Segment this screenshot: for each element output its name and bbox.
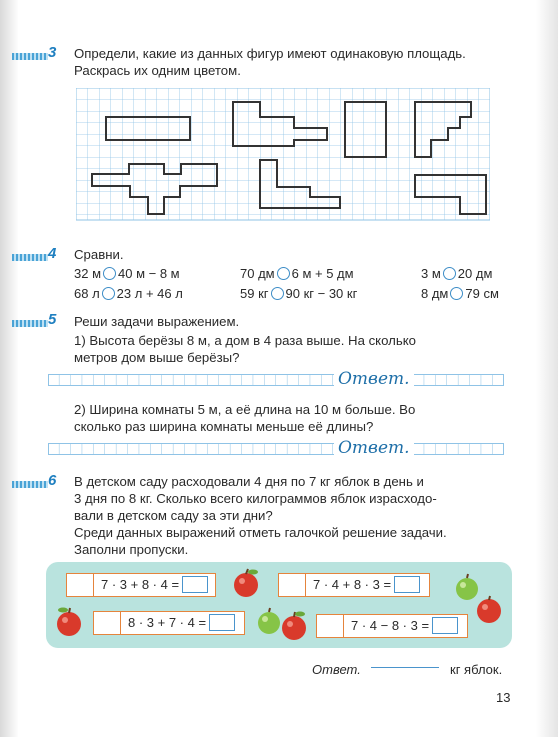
expression-option-4[interactable] bbox=[316, 614, 468, 638]
compare-circle[interactable] bbox=[450, 287, 463, 300]
compare-item: 8 дм 79 см bbox=[421, 286, 499, 301]
answer-blank[interactable] bbox=[182, 576, 208, 593]
task5-problem2-line2: сколько раз ширина комнаты меньше её длины? bbox=[74, 419, 374, 434]
task-number-6: 6 bbox=[48, 472, 57, 489]
task-number-5: 5 bbox=[48, 311, 57, 328]
page-edge-right bbox=[536, 0, 558, 737]
answer-blank[interactable] bbox=[432, 617, 458, 634]
compare-circle[interactable] bbox=[102, 287, 115, 300]
answer-cells-strip[interactable] bbox=[48, 443, 504, 455]
expression-option-2[interactable] bbox=[278, 573, 430, 597]
checkmark-cell[interactable] bbox=[94, 612, 121, 634]
compare-circle[interactable] bbox=[277, 267, 290, 280]
expression-option-1[interactable] bbox=[66, 573, 216, 597]
compare-item: 68 л 23 л + 46 л bbox=[74, 286, 183, 301]
expression-text: 7 · 3 + 8 · 4 = bbox=[101, 577, 180, 592]
compare-item: 3 м 20 дм bbox=[421, 266, 493, 281]
expression-text: 7 · 4 + 8 · 3 = bbox=[313, 577, 392, 592]
task5-problem2-line1: 2) Ширина комнаты 5 м, а её длина на 10 м больше. Во bbox=[74, 402, 416, 417]
expression-option-3[interactable] bbox=[93, 611, 245, 635]
shapes-grid bbox=[76, 88, 490, 227]
checkmark-cell[interactable] bbox=[317, 615, 344, 637]
answer-blank[interactable] bbox=[394, 576, 420, 593]
task-number-3: 3 bbox=[48, 44, 57, 61]
checkmark-cell[interactable] bbox=[279, 574, 306, 596]
page-edge-shadow bbox=[0, 0, 18, 737]
answer-cells-strip[interactable] bbox=[48, 374, 504, 386]
compare-item: 32 м 40 м − 8 м bbox=[74, 266, 180, 281]
task6-text-line: В детском саду расходовали 4 дня по 7 кг яблок в день и bbox=[74, 474, 424, 489]
task4-title: Сравни. bbox=[74, 247, 124, 262]
compare-item: 70 дм 6 м + 5 дм bbox=[240, 266, 354, 281]
compare-circle[interactable] bbox=[271, 287, 284, 300]
expression-text: 7 · 4 − 8 · 3 = bbox=[351, 618, 430, 633]
task5-problem1-line2: метров дом выше берёзы? bbox=[74, 350, 240, 365]
apple-red-icon bbox=[54, 606, 86, 638]
compare-item: 59 кг 90 кг − 30 кг bbox=[240, 286, 358, 301]
answer-label: Ответ. bbox=[334, 369, 414, 389]
task-marker-bar bbox=[12, 481, 48, 488]
task-marker-bar bbox=[12, 254, 48, 261]
answer-blank[interactable] bbox=[209, 614, 235, 631]
final-answer-label: Ответ. bbox=[312, 662, 361, 677]
final-answer-unit: кг яблок. bbox=[450, 662, 503, 677]
task6-text-line: 3 дня по 8 кг. Сколько всего килограммов яблок израсходо- bbox=[74, 491, 437, 506]
apple-red-icon bbox=[474, 594, 506, 626]
task3-text-line1: Определи, какие из данных фигур имеют одинаковую площадь. bbox=[74, 46, 466, 61]
apple-red-icon bbox=[279, 610, 311, 642]
checkmark-cell[interactable] bbox=[67, 574, 94, 596]
task-number-4: 4 bbox=[48, 245, 57, 262]
task-marker-bar bbox=[12, 53, 48, 60]
compare-circle[interactable] bbox=[103, 267, 116, 280]
task5-problem1-line1: 1) Высота берёзы 8 м, а дом в 4 раза выше. На сколько bbox=[74, 333, 416, 348]
task6-text-line: Среди данных выражений отметь галочкой решение задачи. bbox=[74, 525, 447, 540]
task5-title: Реши задачи выражением. bbox=[74, 314, 240, 329]
task-marker-bar bbox=[12, 320, 48, 327]
answer-label: Ответ. bbox=[334, 438, 414, 458]
page-number: 13 bbox=[496, 690, 511, 705]
task6-text-line: вали в детском саду за эти дни? bbox=[74, 508, 273, 523]
expression-text: 8 · 3 + 7 · 4 = bbox=[128, 615, 207, 630]
apple-red-icon bbox=[231, 567, 263, 599]
compare-circle[interactable] bbox=[443, 267, 456, 280]
task3-text-line2: Раскрась их одним цветом. bbox=[74, 63, 241, 78]
final-answer-blank[interactable] bbox=[371, 667, 439, 668]
task6-text-line: Заполни пропуски. bbox=[74, 542, 189, 557]
